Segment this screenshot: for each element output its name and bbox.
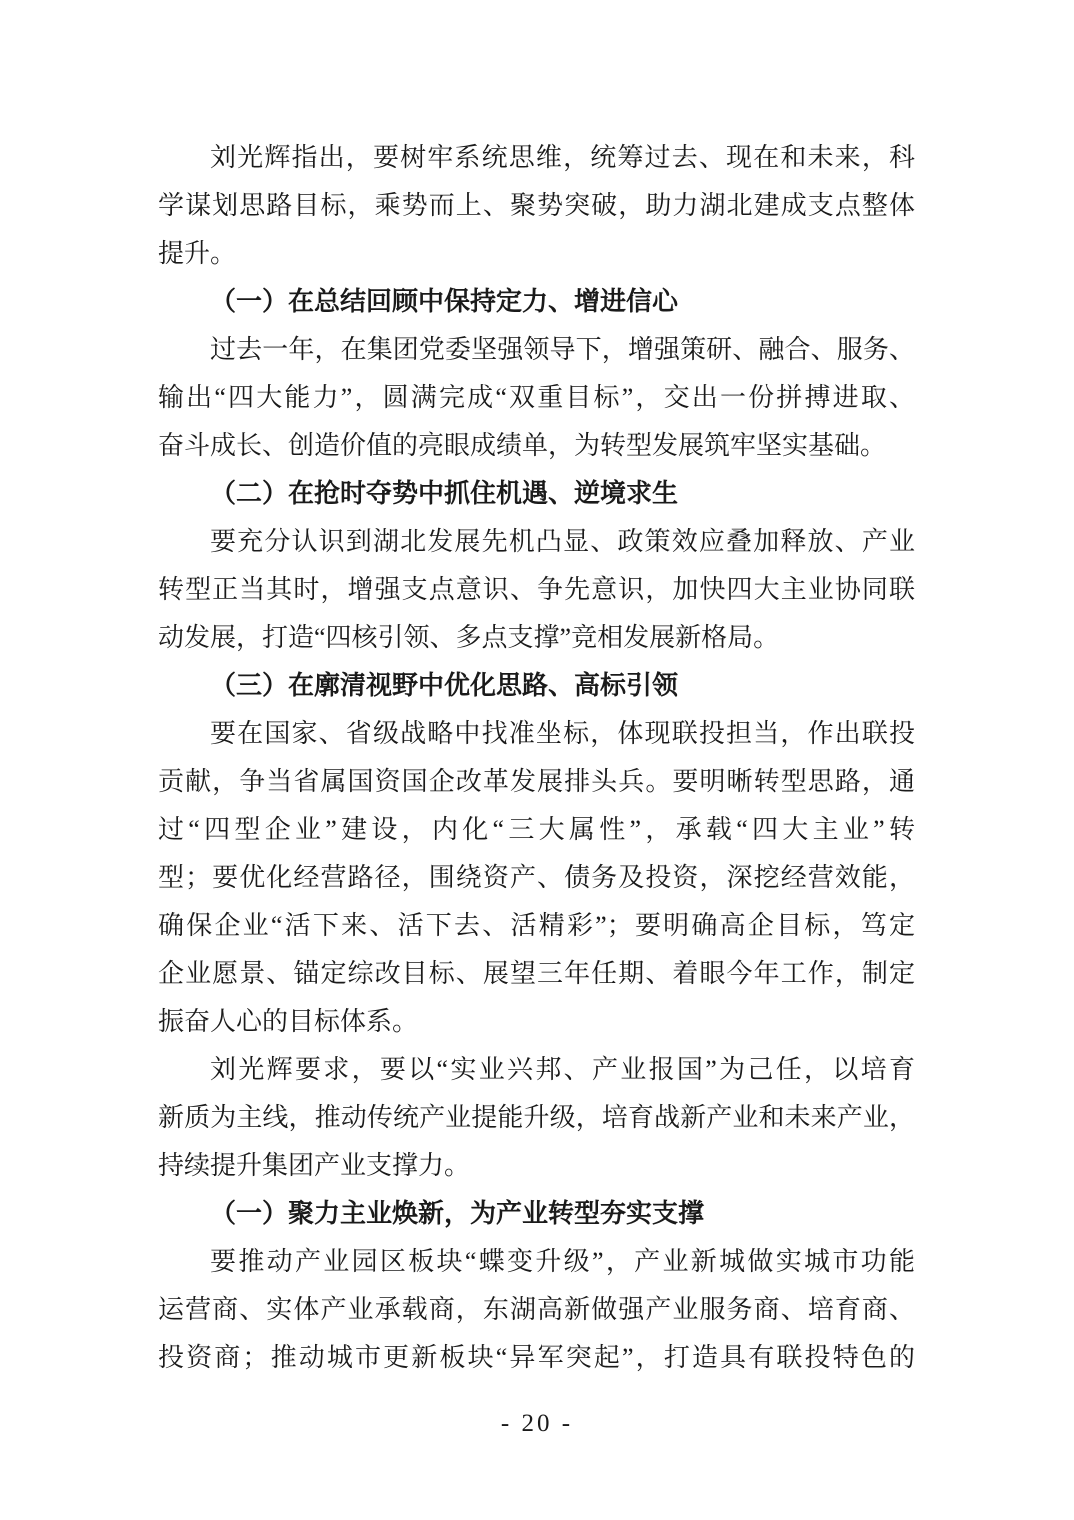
text-line: 贡献，争当省属国资国企改革发展排头兵。要明晰转型思路，通 (158, 767, 915, 796)
text-line: 刘光辉指出，要树牢系统思维，统筹过去、现在和未来，科 (210, 143, 915, 172)
text-line: 要推动产业园区板块“蝶变升级”，产业新城做实城市功能 (210, 1247, 915, 1276)
text-line: 学谋划思路目标，乘势而上、聚势突破，助力湖北建成支点整体 (158, 191, 915, 220)
section-heading (158, 470, 915, 518)
text-line: 投资商；推动城市更新板块“异军突起”，打造具有联投特色的 (158, 1343, 915, 1372)
paragraph (158, 134, 915, 278)
text-line: 运营商、实体产业承载商，东湖高新做强产业服务商、培育商、 (158, 1295, 915, 1324)
text-line: 持续提升集团产业支撑力。 (158, 1151, 471, 1180)
text-line: 新质为主线，推动传统产业提能升级，培育战新产业和未来产业， (158, 1103, 915, 1132)
text-line: 输出“四大能力”，圆满完成“双重目标”，交出一份拼搏进取、 (158, 383, 915, 412)
document-body (158, 134, 915, 1382)
paragraph (158, 1046, 915, 1190)
text-line: 奋斗成长、创造价值的亮眼成绩单，为转型发展筑牢坚实基础。 (158, 431, 887, 460)
page-number: - 20 - (500, 1410, 574, 1437)
paragraph (158, 710, 915, 1046)
section-heading (158, 1190, 915, 1238)
text-line: 确保企业“活下来、活下去、活精彩”；要明确高企目标，笃定 (158, 911, 915, 940)
text-line: 企业愿景、锚定综改目标、展望三年任期、着眼今年工作，制定 (158, 959, 915, 988)
text-line: 过“四型企业”建设，内化“三大属性”，承载“四大主业”转 (158, 815, 915, 844)
section-heading (158, 662, 915, 710)
text-line: （二）在抢时夺势中抓住机遇、逆境求生 (210, 479, 679, 508)
section-heading (158, 278, 915, 326)
text-line: （一）聚力主业焕新，为产业转型夯实支撑 (210, 1199, 705, 1228)
text-line: 过去一年，在集团党委坚强领导下，增强策研、融合、服务、 (210, 335, 915, 364)
text-line: （三）在廓清视野中优化思路、高标引领 (210, 671, 679, 700)
text-line: 提升。 (158, 239, 237, 268)
text-line: 动发展，打造“四核引领、多点支撑”竞相发展新格局。 (158, 623, 780, 652)
text-line: 振奋人心的目标体系。 (158, 1007, 419, 1036)
paragraph (158, 326, 915, 470)
text-line: 型；要优化经营路径，围绕资产、债务及投资，深挖经营效能， (158, 863, 915, 892)
text-line: （一）在总结回顾中保持定力、增进信心 (210, 287, 679, 316)
text-line: 转型正当其时，增强支点意识、争先意识，加快四大主业协同联 (158, 575, 915, 604)
text-line: 要充分认识到湖北发展先机凸显、政策效应叠加释放、产业 (210, 527, 915, 556)
paragraph (158, 1238, 915, 1382)
text-line: 刘光辉要求，要以“实业兴邦、产业报国”为己任，以培育 (210, 1055, 915, 1084)
text-line: 要在国家、省级战略中找准坐标，体现联投担当，作出联投 (210, 719, 915, 748)
paragraph (158, 518, 915, 662)
